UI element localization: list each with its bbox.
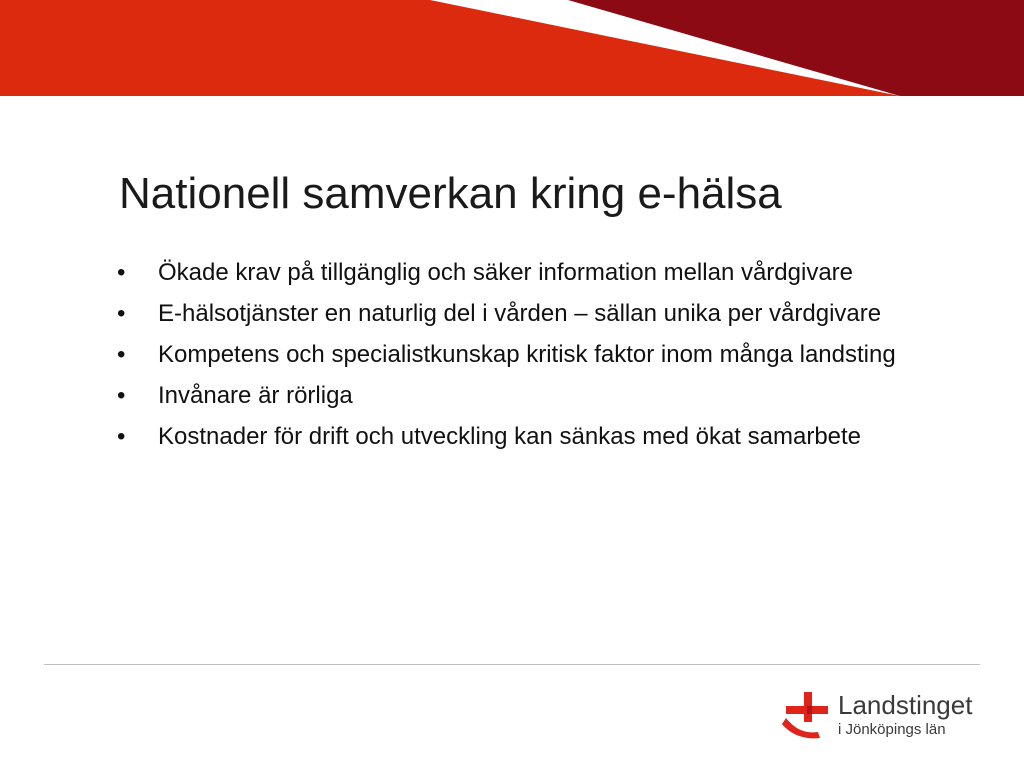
- landstinget-logo: [780, 688, 990, 740]
- bullet-mark: •: [117, 382, 126, 409]
- bullet-text: Kostnader för drift och utveckling kan sänkas med ökat samarbete: [158, 423, 862, 450]
- bullet-text: E-hälsotjänster en naturlig del i vården – sällan unika per vårdgivare: [158, 300, 882, 327]
- bullet-item: [117, 379, 917, 413]
- bullet-item: [117, 420, 917, 454]
- bullet-text: Invånare är rörliga: [158, 382, 353, 409]
- slide-title: Nationell samverkan kring e-hälsa: [119, 169, 782, 218]
- bullet-mark: •: [117, 259, 126, 286]
- logo-name: Landstinget: [838, 690, 973, 720]
- header-band: [0, 0, 1024, 96]
- footer-divider: [44, 664, 980, 665]
- bullet-text: Ökade krav på tillgänglig och säker information mellan vårdgivare: [158, 259, 854, 286]
- bullet-mark: •: [117, 300, 126, 327]
- bullet-mark: •: [117, 423, 126, 450]
- bullet-item: [117, 338, 917, 372]
- landstinget-cross-icon: [780, 688, 832, 740]
- bullet-mark: •: [117, 341, 126, 368]
- bullet-item: [117, 297, 917, 331]
- bullet-list: [117, 256, 917, 461]
- bullet-text: Kompetens och specialistkunskap kritisk faktor inom många landsting: [158, 341, 896, 368]
- bullet-item: [117, 256, 917, 290]
- logo-subtitle: i Jönköpings län: [838, 721, 946, 738]
